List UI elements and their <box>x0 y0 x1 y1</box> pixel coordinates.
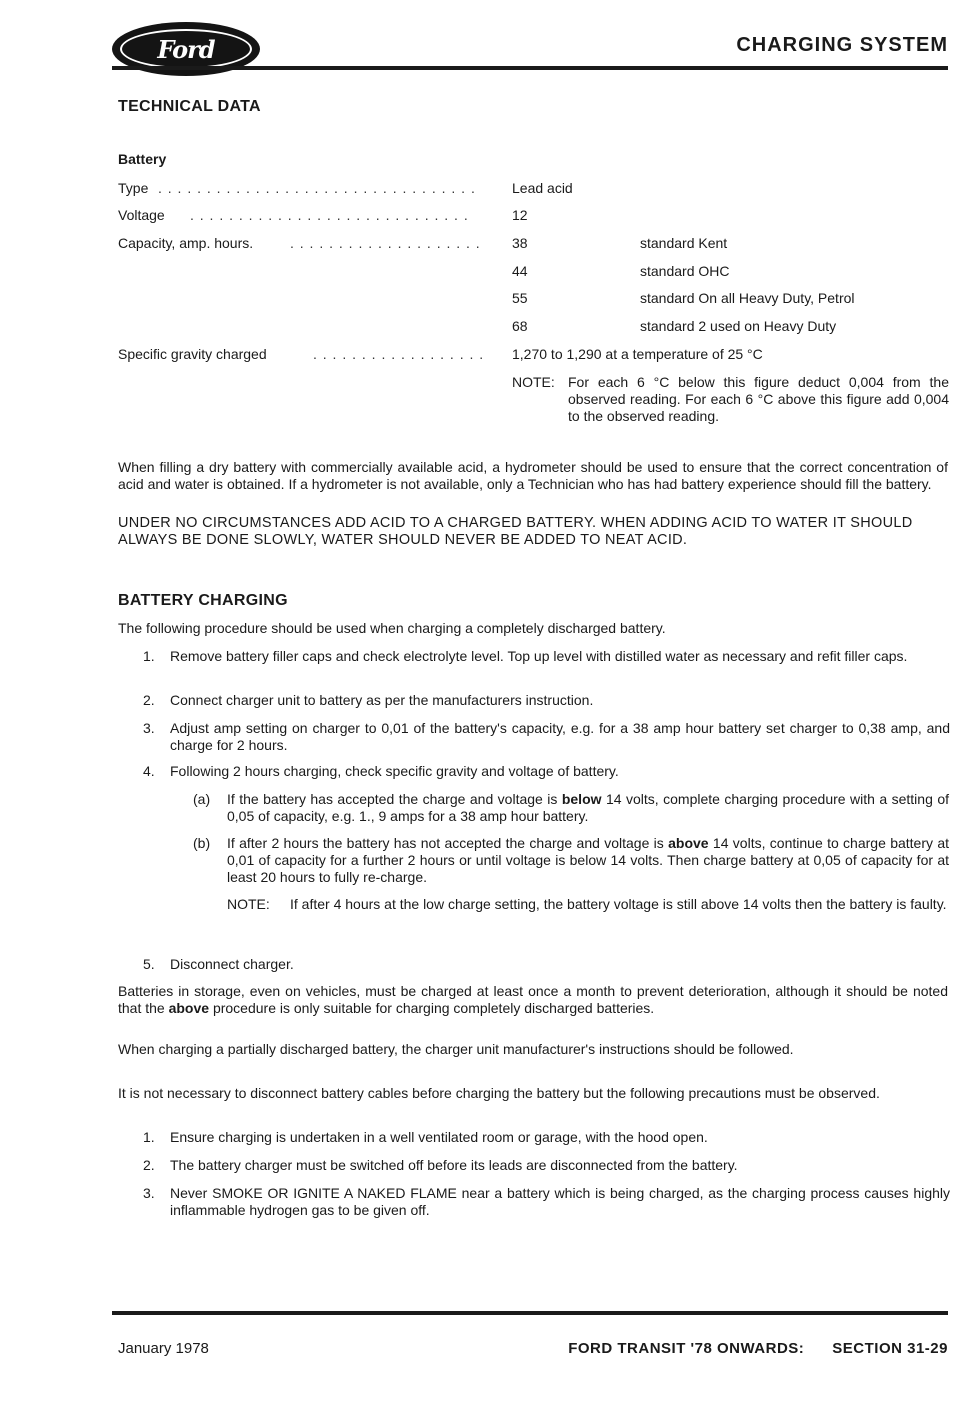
precaution-number: 3. <box>143 1185 155 1201</box>
type-leader: . . . . . . . . . . . . . . . . . . . . . . . . . . . . . . . . . <box>158 180 476 196</box>
precautions-paragraph: It is not necessary to disconnect battery cables before charging the battery but the following precautions must be observed. <box>118 1085 880 1101</box>
header-title: CHARGING SYSTEM <box>736 34 948 56</box>
precaution-text: The battery charger must be switched off before its leads are disconnected from the battery. <box>170 1157 738 1173</box>
substep-note-text: If after 4 hours at the low charge setting, the battery voltage is still above 14 volts then the battery is faulty. <box>290 896 947 912</box>
footer-date: January 1978 <box>118 1340 209 1357</box>
step-number: 3. <box>143 720 155 736</box>
sg-note-text: For each 6 °C below this figure deduct 0,004 from the observed reading. For each 6 °C above this figure add 0,004 to the observed reading. <box>568 374 949 424</box>
type-label: Type <box>118 180 149 196</box>
voltage-label: Voltage <box>118 207 165 223</box>
partial-charge-paragraph: When charging a partially discharged battery, the charger unit manufacturer's instructions should be followed. <box>118 1041 794 1057</box>
specific-gravity-label: Specific gravity charged <box>118 346 267 362</box>
step-text: Adjust amp setting on charger to 0,01 of the battery's capacity, e.g. for a 38 amp hour battery set charger to 0,38 amp, and charge for 2 hours. <box>170 720 950 753</box>
step-text: Following 2 hours charging, check specific gravity and voltage of battery. <box>170 763 619 779</box>
footer-title <box>568 1340 948 1357</box>
step-number: 1. <box>143 648 155 664</box>
type-value: Lead acid <box>512 180 573 196</box>
capacity-note: standard 2 used on Heavy Duty <box>640 318 837 334</box>
specific-gravity-value: 1,270 to 1,290 at a temperature of 25 °C <box>512 346 763 362</box>
step-number: 5. <box>143 956 155 972</box>
ford-logo-text: Ford <box>157 34 215 64</box>
footer-publication: FORD TRANSIT '78 ONWARDS: <box>568 1340 805 1357</box>
capacity-note: standard OHC <box>640 263 730 279</box>
acid-warning-paragraph: UNDER NO CIRCUMSTANCES ADD ACID TO A CHARGED BATTERY. WHEN ADDING ACID TO WATER IT SHOULD ALWAYS BE DONE SLOWLY, WATER SHOULD NEVER BE ADDED TO NEAT ACID. <box>118 515 913 548</box>
capacity-label: Capacity, amp. hours. <box>118 235 254 251</box>
voltage-value: 12 <box>512 207 528 223</box>
battery-charging-heading: BATTERY CHARGING <box>118 592 288 609</box>
step-number: 2. <box>143 692 155 708</box>
footer-section: SECTION 31-29 <box>832 1340 948 1357</box>
capacity-value: 55 <box>512 290 528 306</box>
charging-intro: The following procedure should be used when charging a completely discharged battery. <box>118 620 666 636</box>
step-text: Disconnect charger. <box>170 956 294 972</box>
header-rule <box>112 66 948 70</box>
precaution-text: Never SMOKE OR IGNITE A NAKED FLAME near a battery which is being charged, as the charging process causes highly inflammable hydrogen gas to be given off. <box>170 1185 950 1218</box>
capacity-leader: . . . . . . . . . . . . . . . . . . . . <box>290 235 481 251</box>
substep-b-label: (b) <box>193 835 211 851</box>
precaution-number: 2. <box>143 1157 155 1173</box>
storage-paragraph: Batteries in storage, even on vehicles, must be charged at least once a month to prevent deterioration, although it should be noted that the above procedure is only suitable for charging completely discharged batteries. <box>118 983 948 1016</box>
voltage-leader: . . . . . . . . . . . . . . . . . . . . . . . . . . . . . <box>190 207 469 223</box>
footer-rule <box>112 1311 948 1315</box>
precaution-text: Ensure charging is undertaken in a well ventilated room or garage, with the hood open. <box>170 1129 708 1145</box>
specific-gravity-leader: . . . . . . . . . . . . . . . . . . <box>313 346 485 362</box>
step-number: 4. <box>143 763 155 779</box>
step-text: Connect charger unit to battery as per the manufacturers instruction. <box>170 692 594 708</box>
capacity-note: standard Kent <box>640 235 728 251</box>
capacity-value: 68 <box>512 318 528 334</box>
substep-note-label: NOTE: <box>227 896 270 912</box>
capacity-value: 44 <box>512 263 528 279</box>
substep-b-text: If after 2 hours the battery has not accepted the charge and voltage is above 14 volts, continue to charge battery at 0,01 of capacity for a further 2 hours or until voltage is below 14 volts. Then charge battery at 0,05 of capacity for at least 20 hours to fully re-charge. <box>227 835 949 885</box>
capacity-value: 38 <box>512 235 528 251</box>
capacity-note: standard On all Heavy Duty, Petrol <box>640 290 855 306</box>
filling-paragraph: When filling a dry battery with commercially available acid, a hydrometer should be used to ensure that the correct concentration of acid and water is obtained. If a hydrometer is not available, only a Technician who has had battery experience should fill the battery. <box>118 459 948 492</box>
step-text: Remove battery filler caps and check electrolyte level. Top up level with distilled water as necessary and refit filler caps. <box>170 648 908 664</box>
precaution-number: 1. <box>143 1129 155 1145</box>
substep-a-text: If the battery has accepted the charge and voltage is below 14 volts, complete charging procedure with a setting of 0,05 of capacity, e.g. 1., 9 amps for a 38 amp hour battery. <box>227 791 949 824</box>
sg-note-label: NOTE: <box>512 374 555 390</box>
ford-logo-oval <box>120 29 252 69</box>
technical-data-heading: TECHNICAL DATA <box>118 98 261 115</box>
battery-heading: Battery <box>118 151 167 167</box>
substep-a-label: (a) <box>193 791 211 807</box>
